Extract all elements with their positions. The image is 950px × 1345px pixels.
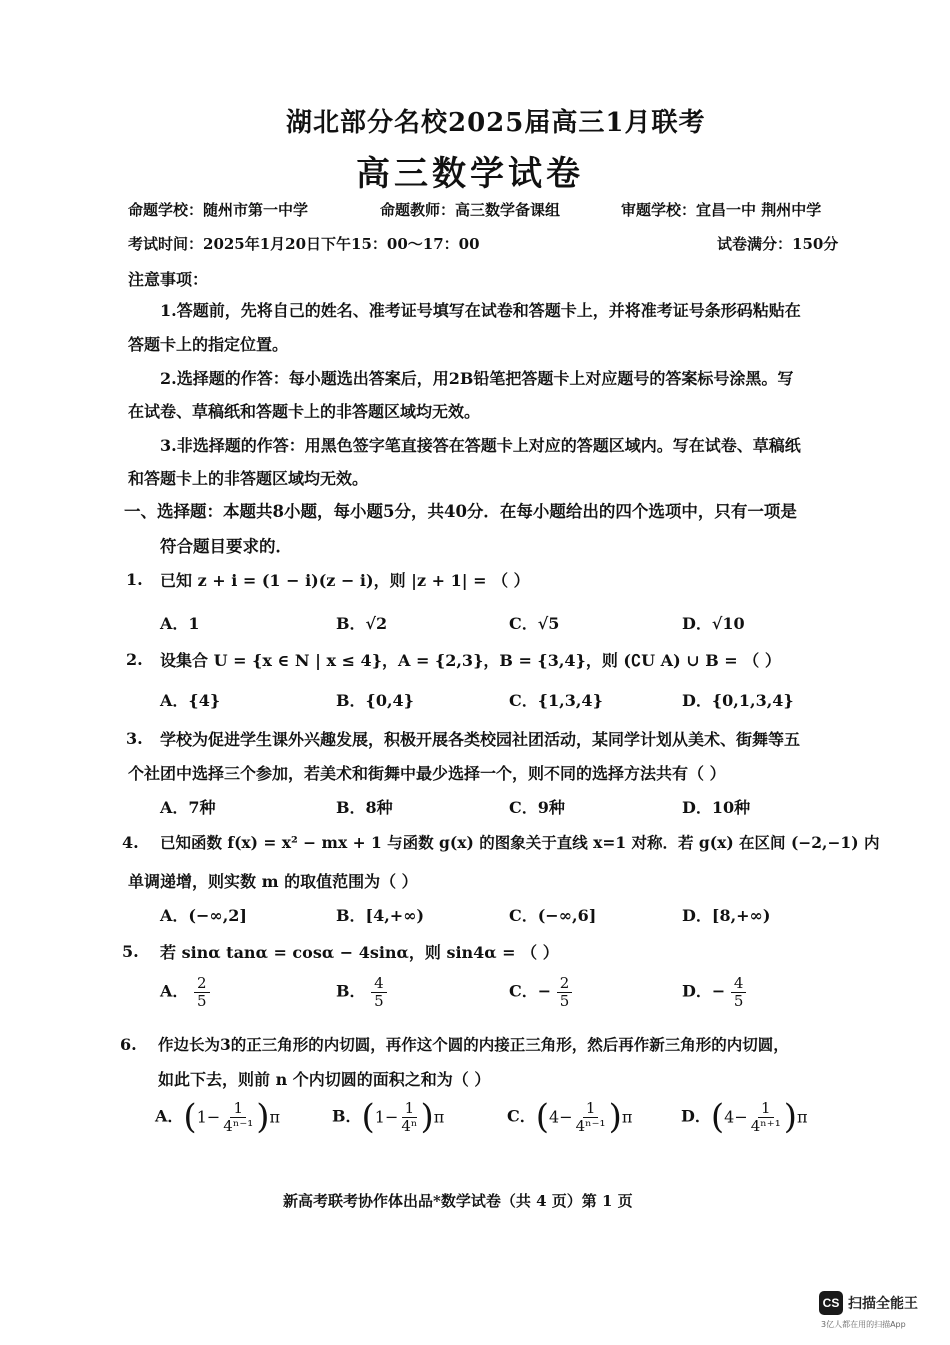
page-footer: 新高考联考协作体出品*数学试卷（共 4 页）第 1 页 <box>283 1192 633 1210</box>
option-c <box>509 975 572 1009</box>
review-school: 审题学校：宜昌一中 荆州中学 <box>621 201 822 219</box>
denominator: 5 <box>559 991 570 1010</box>
option-c: C．{1,3,4} <box>509 691 603 710</box>
notice-item-1-cont: 答题卡上的指定位置。 <box>128 335 289 354</box>
question-number: 1. <box>126 570 143 589</box>
close-paren: ) <box>783 1097 797 1137</box>
option-letter: B． <box>332 1106 362 1126</box>
fraction <box>371 975 387 1009</box>
numerator: 2 <box>557 975 573 993</box>
close-paren: ) <box>256 1097 270 1137</box>
denominator: 5 <box>733 991 744 1010</box>
question-text-cont: 单调递增，则实数 m 的取值范围为（ ） <box>128 872 418 891</box>
question-number: 6. <box>120 1035 137 1054</box>
exam-time: 考试时间：2025年1月20日下午15：00～17：00 <box>128 235 480 253</box>
notice-heading: 注意事项： <box>128 270 209 289</box>
option-d: D．√10 <box>682 614 745 633</box>
option-b: B．{0,4} <box>336 691 414 710</box>
exam-title: 湖北部分名校2025届高三1月联考 <box>286 108 706 138</box>
cs-logo-icon: CS <box>819 1291 843 1315</box>
open-paren: ( <box>535 1097 550 1137</box>
notice-item-3: 3.非选择题的作答：用黑色签字笔直接答在答题卡上对应的答题区域内。写在试卷、草稿纸 <box>160 436 801 455</box>
option-a: A．(−∞,2] <box>160 906 247 925</box>
exam-subtitle: 高三数学试卷 <box>356 154 584 194</box>
numerator: 1 <box>402 1100 418 1118</box>
fraction <box>731 975 747 1009</box>
notice-item-2: 2.选择题的作答：每小题选出答案后，用2B铅笔把答题卡上对应题号的答案标号涂黑。写 <box>160 369 794 388</box>
option-a: A．7种 <box>160 798 216 817</box>
option-d: D．{0,1,3,4} <box>682 691 794 710</box>
question-text: 作边长为3的正三角形的内切圆，再作这个圆的内接正三角形，然后再作新三角形的内切圆， <box>158 1035 789 1054</box>
notice-item-1: 1.答题前，先将自己的姓名、准考证号填写在试卷和答题卡上，并将准考证号条形码粘贴在 <box>160 301 801 320</box>
question-text: 学校为促进学生课外兴趣发展，积极开展各类校园社团活动，某同学计划从美术、街舞等五 <box>160 730 801 749</box>
prefix: 1− <box>374 1107 399 1127</box>
numerator: 1 <box>758 1100 774 1118</box>
notice-item-3-cont: 和答题卡上的非答题区域均无效。 <box>128 469 369 488</box>
option-d: D．[8,+∞) <box>682 906 771 925</box>
open-paren: ( <box>710 1097 725 1137</box>
full-score: 试卷满分：150分 <box>717 235 839 253</box>
option-c <box>507 1097 633 1137</box>
question-text: 若 sinα tanα = cosα − 4sinα，则 sin4α = （ ） <box>160 943 559 962</box>
option-a: A．1 <box>160 614 200 633</box>
denominator: 4ⁿ⁻¹ <box>223 1116 254 1135</box>
close-paren: ) <box>608 1097 622 1137</box>
setter-teacher: 命题教师：高三数学备课组 <box>380 201 561 219</box>
section-heading-cont: 符合题目要求的． <box>160 537 292 556</box>
question-number: 4. <box>122 833 139 852</box>
denominator: 4ⁿ⁺¹ <box>750 1116 781 1135</box>
option-a <box>160 975 210 1009</box>
fraction <box>194 975 210 1009</box>
fraction <box>398 1100 420 1134</box>
question-text: 设集合 U = {x ∈ N | x ≤ 4}，A = {2,3}，B = {3,4}，则 (∁U A) ∪ B = （ ） <box>160 651 781 670</box>
fraction <box>573 1100 609 1134</box>
numerator: 1 <box>230 1100 246 1118</box>
pi: π <box>621 1107 633 1127</box>
scanner-name: 扫描全能王 <box>848 1296 918 1312</box>
question-text: 已知函数 f(x) = x² − mx + 1 与函数 g(x) 的图象关于直线 x=1 对称．若 g(x) 在区间 (−2,−1) 内 <box>160 833 880 852</box>
prefix: 1− <box>196 1107 221 1127</box>
pi: π <box>269 1107 281 1127</box>
fraction <box>748 1100 784 1134</box>
open-paren: ( <box>183 1097 197 1137</box>
option-letter: D．− <box>682 981 726 1001</box>
denominator: 5 <box>197 991 207 1010</box>
denominator: 4ⁿ <box>401 1116 418 1135</box>
pi: π <box>433 1107 445 1127</box>
option-a: A．{4} <box>160 691 221 710</box>
option-letter: B． <box>336 981 366 1001</box>
option-letter: D． <box>681 1106 711 1126</box>
scanner-tagline: 3亿人都在用的扫描App <box>821 1320 906 1329</box>
setter-school: 命题学校：随州市第一中学 <box>128 201 309 219</box>
denominator: 4ⁿ⁻¹ <box>575 1116 606 1135</box>
option-letter: C．− <box>509 981 552 1001</box>
denominator: 5 <box>374 991 384 1010</box>
notice-item-2-cont: 在试卷、草稿纸和答题卡上的非答题区域均无效。 <box>128 402 481 421</box>
question-text-cont: 如此下去，则前 n 个内切圆的面积之和为（ ） <box>158 1070 491 1089</box>
option-a <box>155 1097 281 1137</box>
option-b <box>332 1097 445 1137</box>
option-b: B．[4,+∞) <box>336 906 425 925</box>
option-c: C．9种 <box>509 798 565 817</box>
pi: π <box>796 1107 808 1127</box>
prefix: 4− <box>724 1107 748 1127</box>
numerator: 1 <box>583 1100 599 1118</box>
option-b: B．8种 <box>336 798 393 817</box>
question-text-cont: 个社团中选择三个参加，若美术和街舞中最少选择一个，则不同的选择方法共有（ ） <box>128 764 726 783</box>
question-number: 5. <box>122 942 139 961</box>
option-d: D．10种 <box>682 798 751 817</box>
prefix: 4− <box>549 1107 573 1127</box>
numerator: 4 <box>371 975 387 993</box>
question-number: 2. <box>126 650 143 669</box>
option-c: C．(−∞,6] <box>509 906 597 925</box>
question-number: 3. <box>126 729 143 748</box>
section-heading: 一、选择题：本题共8小题，每小题5分，共40分．在每小题给出的四个选项中，只有一项是 <box>124 502 797 521</box>
option-d <box>681 1097 808 1137</box>
fraction <box>557 975 573 1009</box>
option-b: B．√2 <box>336 614 388 633</box>
option-letter: A． <box>155 1106 184 1126</box>
option-b <box>336 975 387 1009</box>
scanner-watermark <box>819 1291 931 1331</box>
option-letter: A． <box>160 981 189 1001</box>
open-paren: ( <box>361 1097 375 1137</box>
numerator: 2 <box>194 975 210 993</box>
question-text: 已知 z + i = (1 − i)(z − i)，则 |z + 1| = （ ） <box>160 571 530 590</box>
option-letter: C． <box>507 1106 536 1126</box>
option-c: C．√5 <box>509 614 560 633</box>
fraction <box>220 1100 256 1134</box>
numerator: 4 <box>731 975 747 993</box>
close-paren: ) <box>420 1097 434 1137</box>
option-d <box>682 975 746 1009</box>
